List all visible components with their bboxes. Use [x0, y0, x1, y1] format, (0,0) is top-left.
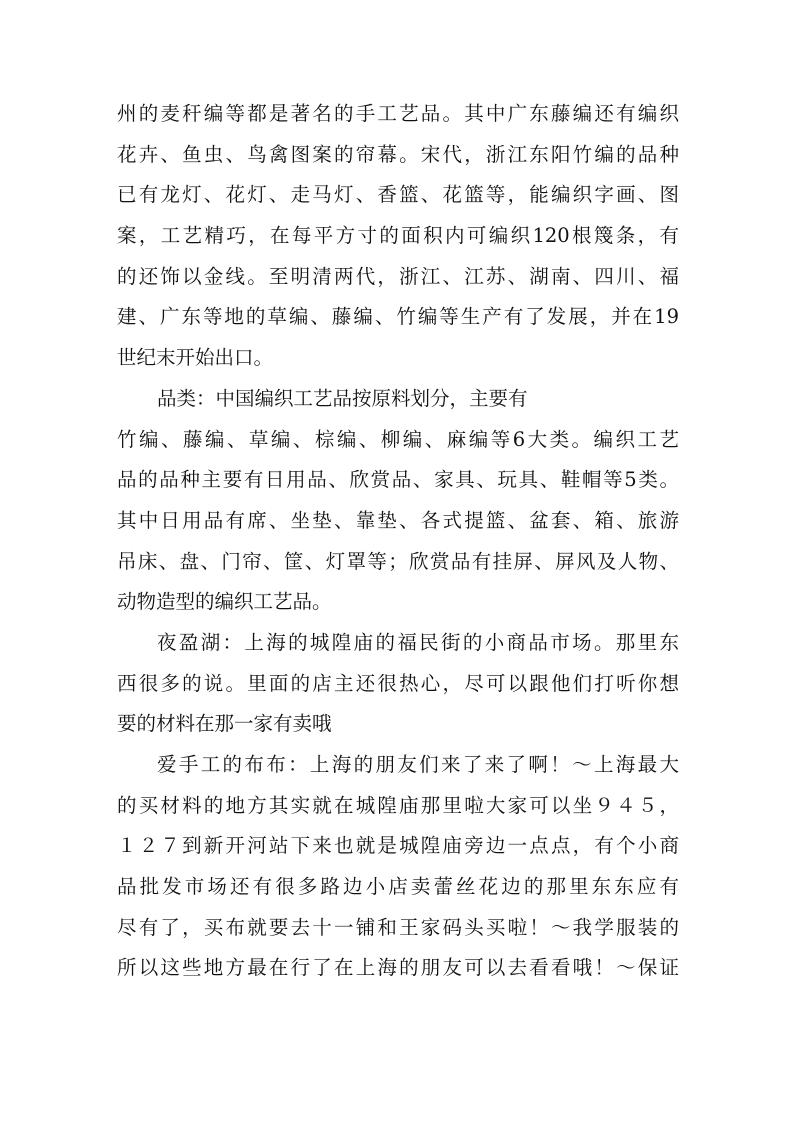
text-line: 的买材料的地方其实就在城隍庙那里啦大家可以坐９４５，	[117, 793, 679, 817]
text-line: 竹编、藤编、草编、棕编、柳编、麻编等6大类。编织工艺	[117, 427, 679, 451]
text-line: 建、广东等地的草编、藤编、竹编等生产有了发展，并在19	[117, 305, 679, 329]
body-text	[117, 94, 679, 989]
text-line: １２７到新开河站下来也就是城隍庙旁边一点点，有个小商	[117, 834, 679, 858]
paragraph-first-line: 爱手工的布布：上海的朋友们来了来了啊！～上海最大	[157, 753, 679, 776]
text-line: 花卉、鱼虫、鸟禽图案的帘幕。宋代，浙江东阳竹编的品种	[117, 142, 679, 166]
text-line: 的还饰以金线。至明清两代，浙江、江苏、湖南、四川、福	[117, 264, 679, 288]
text-line: 品的品种主要有日用品、欣赏品、家具、玩具、鞋帽等5类。	[117, 468, 679, 492]
text-line: 西很多的说。里面的店主还很热心，尽可以跟他们打听你想	[117, 671, 679, 695]
text-line: 其中日用品有席、坐垫、靠垫、各式提篮、盆套、箱、旅游	[117, 508, 679, 532]
text-line: 要的材料在那一家有卖哦	[117, 712, 332, 736]
text-line: 尽有了，买布就要去十一铺和王家码头买啦！～我学服装的	[117, 915, 679, 939]
text-line: 品批发市场还有很多路边小店卖蕾丝花边的那里东东应有	[117, 875, 679, 899]
text-line: 州的麦秆编等都是著名的手工艺品。其中广东藤编还有编织	[117, 102, 679, 125]
text-line: 世纪末开始出口。	[117, 346, 274, 370]
text-line: 案，工艺精巧，在每平方寸的面积内可编织120根篾条，有	[117, 224, 679, 248]
text-line: 动物造型的编织工艺品。	[117, 590, 332, 614]
text-line: 已有龙灯、花灯、走马灯、香篮、花篮等，能编织字画、图	[117, 183, 679, 207]
text-line: 所以这些地方最在行了在上海的朋友可以去看看哦！～保证	[117, 956, 679, 980]
paragraph-first-line: 品类：中国编织工艺品按原料划分，主要有	[157, 386, 528, 410]
text-line: 吊床、盘、门帘、筐、灯罩等；欣赏品有挂屏、屏风及人物、	[117, 549, 679, 573]
paragraph-first-line: 夜盈湖：上海的城隍庙的福民街的小商品市场。那里东	[157, 630, 679, 654]
